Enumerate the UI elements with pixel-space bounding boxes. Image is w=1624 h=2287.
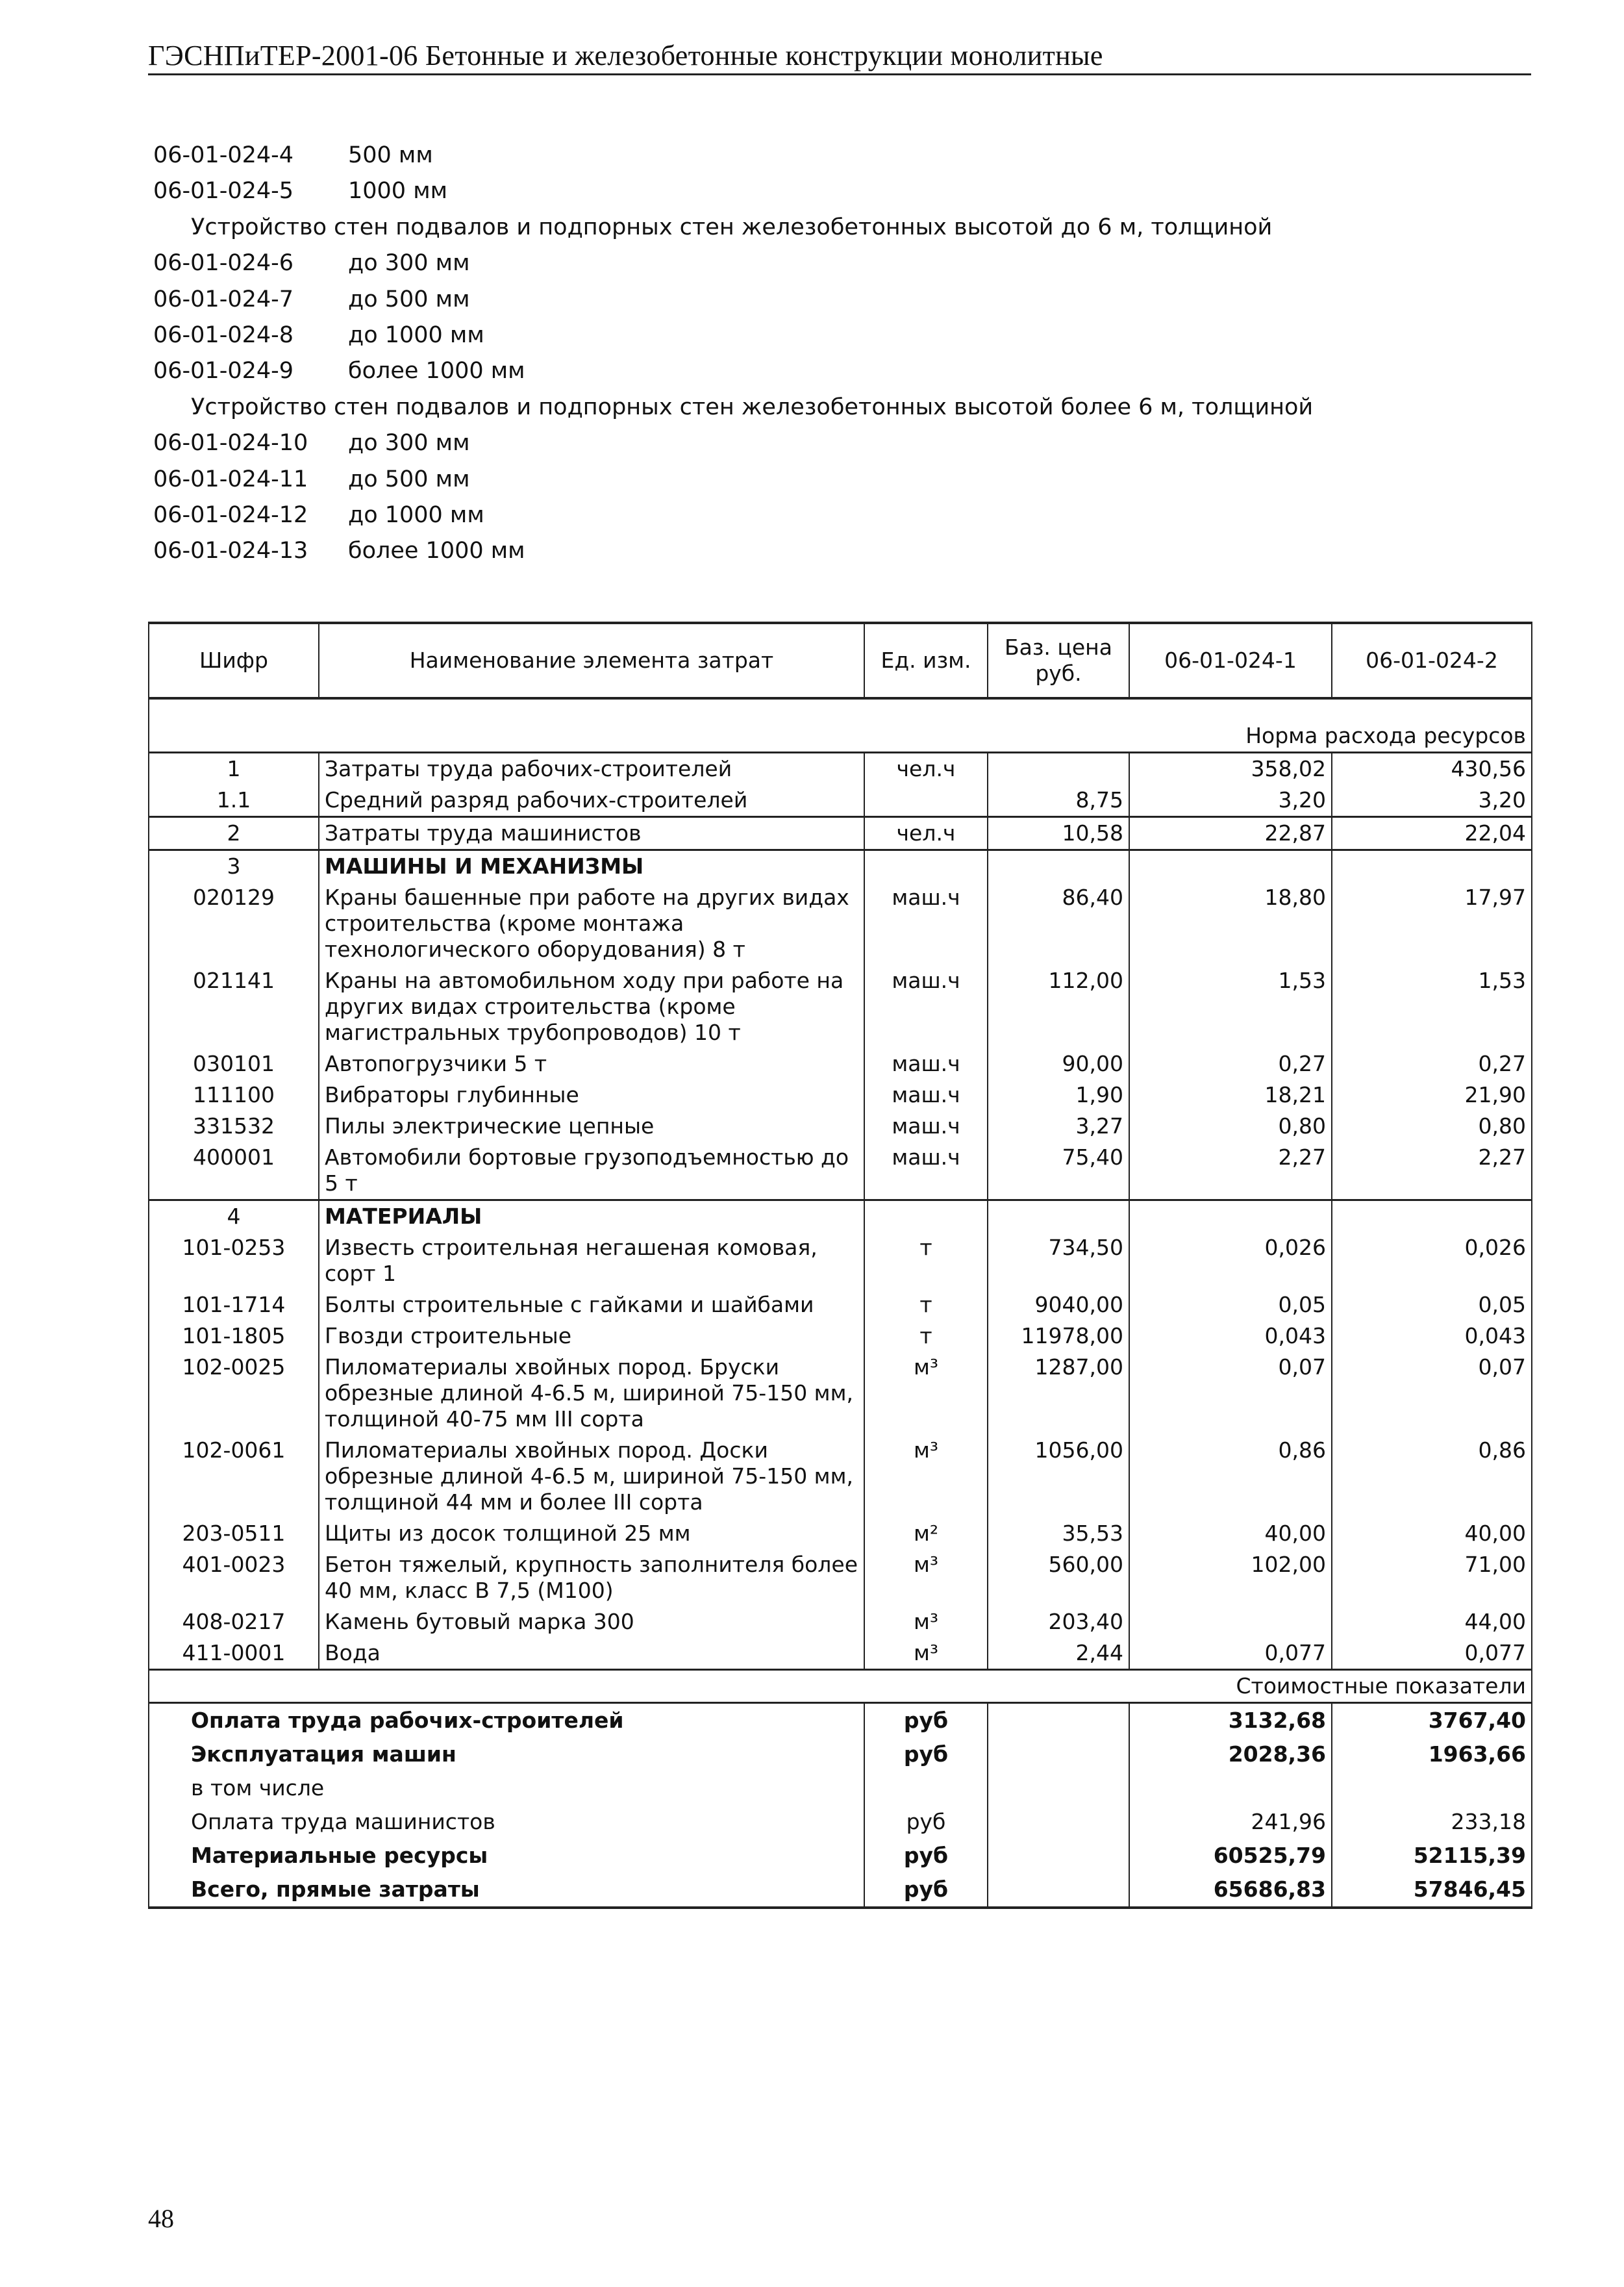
row-code: 102-0061 — [149, 1435, 319, 1518]
cost-price-empty — [988, 1873, 1129, 1908]
table-row — [149, 1637, 1532, 1670]
row-price: 90,00 — [988, 1048, 1129, 1080]
code-list-line — [153, 533, 1582, 569]
code-id: 06-01-024-8 — [153, 322, 294, 348]
table-row — [149, 1142, 1532, 1200]
row-value-2: 0,80 — [1332, 1111, 1532, 1142]
row-value-2: 40,00 — [1332, 1518, 1532, 1549]
table-row — [149, 1435, 1532, 1518]
code-thickness: 1000 мм — [348, 178, 448, 205]
row-value-2 — [1332, 1200, 1532, 1233]
row-unit: чел.ч — [864, 753, 988, 785]
code-list-line — [153, 318, 1582, 353]
row-value-1: 1,53 — [1129, 965, 1332, 1048]
table-header-row — [149, 623, 1532, 698]
cost-price-empty — [988, 1839, 1129, 1873]
cost-price-empty — [988, 1737, 1129, 1771]
row-value-2: 17,97 — [1332, 882, 1532, 965]
row-code: 331532 — [149, 1111, 319, 1142]
code-thickness: до 300 мм — [348, 250, 470, 277]
row-unit: маш.ч — [864, 882, 988, 965]
row-name: Известь строительная негашеная комовая, сорт 1 — [319, 1232, 864, 1289]
table-row — [149, 1606, 1532, 1637]
variant2-col-header: 06-01-024-2 — [1332, 623, 1532, 698]
row-value-1: 0,27 — [1129, 1048, 1332, 1080]
row-code: 3 — [149, 850, 319, 883]
row-code: 401-0023 — [149, 1549, 319, 1606]
row-name: Затраты труда машинистов — [319, 817, 864, 850]
row-code: 021141 — [149, 965, 319, 1048]
table-row — [149, 1080, 1532, 1111]
row-name: Вода — [319, 1637, 864, 1670]
row-value-2: 0,86 — [1332, 1435, 1532, 1518]
cost-name: Всего, прямые затраты — [149, 1873, 864, 1908]
row-name: МАШИНЫ И МЕХАНИЗМЫ — [319, 850, 864, 883]
row-value-2: 0,043 — [1332, 1320, 1532, 1352]
cost-row — [149, 1737, 1532, 1771]
row-value-2: 44,00 — [1332, 1606, 1532, 1637]
row-price: 75,40 — [988, 1142, 1129, 1200]
code-id: 06-01-024-7 — [153, 286, 294, 312]
row-name: Средний разряд рабочих-строителей — [319, 785, 864, 817]
row-unit: маш.ч — [864, 1048, 988, 1080]
row-name: Автомобили бортовые грузоподъемностью до 5 т — [319, 1142, 864, 1200]
cost-unit: руб — [864, 1839, 988, 1873]
row-unit: м³ — [864, 1637, 988, 1670]
code-list-line — [153, 390, 1582, 425]
code-group-heading: Устройство стен подвалов и подпорных стен железобетонных высотой до 6 м, толщиной — [191, 214, 1273, 240]
code-thickness: до 500 мм — [348, 466, 470, 492]
row-value-1: 22,87 — [1129, 817, 1332, 850]
cost-value-1: 241,96 — [1129, 1805, 1332, 1839]
cost-name: Оплата труда машинистов — [149, 1805, 864, 1839]
cost-value-1: 60525,79 — [1129, 1839, 1332, 1873]
table-row — [149, 1048, 1532, 1080]
row-unit: м³ — [864, 1606, 988, 1637]
row-value-2: 0,077 — [1332, 1637, 1532, 1670]
row-name: Пилы электрические цепные — [319, 1111, 864, 1142]
row-price: 3,27 — [988, 1111, 1129, 1142]
row-unit — [864, 850, 988, 883]
table-row — [149, 965, 1532, 1048]
code-thickness: до 1000 мм — [348, 322, 484, 348]
row-name: Болты строительные с гайками и шайбами — [319, 1289, 864, 1320]
row-value-2: 0,05 — [1332, 1289, 1532, 1320]
table-row — [149, 785, 1532, 817]
norm-label-row — [149, 698, 1532, 753]
row-price — [988, 753, 1129, 785]
cost-row — [149, 1839, 1532, 1873]
table-row — [149, 1320, 1532, 1352]
row-unit: м² — [864, 1518, 988, 1549]
cost-unit: руб — [864, 1873, 988, 1908]
table-row — [149, 1352, 1532, 1435]
code-list-line — [153, 138, 1582, 173]
row-value-1: 0,043 — [1129, 1320, 1332, 1352]
row-unit: маш.ч — [864, 1080, 988, 1111]
row-price: 1056,00 — [988, 1435, 1129, 1518]
row-price: 1,90 — [988, 1080, 1129, 1111]
row-name: Гвозди строительные — [319, 1320, 864, 1352]
row-name: Автопогрузчики 5 т — [319, 1048, 864, 1080]
row-price: 11978,00 — [988, 1320, 1129, 1352]
table-row — [149, 1549, 1532, 1606]
code-id: 06-01-024-4 — [153, 142, 294, 168]
cost-name: Эксплуатация машин — [149, 1737, 864, 1771]
cost-row — [149, 1771, 1532, 1805]
row-value-2: 0,27 — [1332, 1048, 1532, 1080]
row-price — [988, 1200, 1129, 1233]
row-unit: маш.ч — [864, 1111, 988, 1142]
row-value-1: 0,86 — [1129, 1435, 1332, 1518]
row-price: 10,58 — [988, 817, 1129, 850]
cost-name: Материальные ресурсы — [149, 1839, 864, 1873]
cost-row — [149, 1873, 1532, 1908]
row-unit — [864, 785, 988, 817]
cost-value-1: 65686,83 — [1129, 1873, 1332, 1908]
code-id: 06-01-024-6 — [153, 250, 294, 277]
row-value-2: 21,90 — [1332, 1080, 1532, 1111]
code-list-line — [153, 282, 1582, 318]
cost-price-empty — [988, 1703, 1129, 1738]
cost-value-2: 233,18 — [1332, 1805, 1532, 1839]
code-thickness: до 500 мм — [348, 286, 470, 312]
row-unit: м³ — [864, 1352, 988, 1435]
page-number: 48 — [148, 2204, 174, 2233]
table-row — [149, 1289, 1532, 1320]
code-list-line — [153, 462, 1582, 498]
code-list-line — [153, 246, 1582, 281]
row-code: 102-0025 — [149, 1352, 319, 1435]
cost-row — [149, 1703, 1532, 1738]
code-group-heading: Устройство стен подвалов и подпорных стен железобетонных высотой более 6 м, толщиной — [191, 394, 1314, 420]
row-value-2: 0,026 — [1332, 1232, 1532, 1289]
code-list-line — [153, 173, 1582, 209]
row-unit — [864, 1200, 988, 1233]
code-id: 06-01-024-5 — [153, 178, 294, 205]
row-price: 35,53 — [988, 1518, 1129, 1549]
row-unit: т — [864, 1289, 988, 1320]
code-list-line — [153, 353, 1582, 389]
cost-value-2: 52115,39 — [1332, 1839, 1532, 1873]
cost-price-empty — [988, 1805, 1129, 1839]
row-code: 400001 — [149, 1142, 319, 1200]
row-code: 030101 — [149, 1048, 319, 1080]
code-thickness: более 1000 мм — [348, 358, 525, 385]
row-value-1: 2,27 — [1129, 1142, 1332, 1200]
row-price: 1287,00 — [988, 1352, 1129, 1435]
running-header: ГЭСНПиТЕР-2001-06 Бетонные и железобетонные конструкции монолитные — [148, 40, 1103, 71]
cost-value-2: 3767,40 — [1332, 1703, 1532, 1738]
name-col-header: Наименование элемента затрат — [319, 623, 864, 698]
row-code: 203-0511 — [149, 1518, 319, 1549]
cost-value-1 — [1129, 1771, 1332, 1805]
row-code: 101-1805 — [149, 1320, 319, 1352]
row-name: Вибраторы глубинные — [319, 1080, 864, 1111]
code-col-header: Шифр — [149, 623, 319, 698]
row-value-1: 18,21 — [1129, 1080, 1332, 1111]
row-price: 112,00 — [988, 965, 1129, 1048]
row-name: Краны на автомобильном ходу при работе на других видах строительства (кроме магистральных трубопроводов) 10 т — [319, 965, 864, 1048]
row-code: 020129 — [149, 882, 319, 965]
row-unit: т — [864, 1232, 988, 1289]
row-code: 411-0001 — [149, 1637, 319, 1670]
row-name: Бетон тяжелый, крупность заполнителя более 40 мм, класс В 7,5 (М100) — [319, 1549, 864, 1606]
table-row — [149, 882, 1532, 965]
row-name: Краны башенные при работе на других видах строительства (кроме монтажа технологического оборудования) 8 т — [319, 882, 864, 965]
cost-name: Оплата труда рабочих-строителей — [149, 1703, 864, 1738]
row-price: 734,50 — [988, 1232, 1129, 1289]
cost-label-row — [149, 1670, 1532, 1703]
table-row — [149, 850, 1532, 883]
row-code: 4 — [149, 1200, 319, 1233]
cost-label: Стоимостные показатели — [149, 1670, 1532, 1703]
norm-table — [148, 622, 1532, 1909]
cost-unit: руб — [864, 1703, 988, 1738]
row-value-1 — [1129, 850, 1332, 883]
norm-label: Норма расхода ресурсов — [149, 698, 1532, 753]
code-list — [153, 138, 1582, 570]
row-value-1: 358,02 — [1129, 753, 1332, 785]
cost-value-1: 2028,36 — [1129, 1737, 1332, 1771]
cost-unit: руб — [864, 1737, 988, 1771]
row-price: 8,75 — [988, 785, 1129, 817]
row-value-2: 1,53 — [1332, 965, 1532, 1048]
row-price: 86,40 — [988, 882, 1129, 965]
row-name: Затраты труда рабочих-строителей — [319, 753, 864, 785]
row-value-1: 0,077 — [1129, 1637, 1332, 1670]
code-thickness: 500 мм — [348, 142, 433, 168]
row-name: Пиломатериалы хвойных пород. Доски обрезные длиной 4-6.5 м, шириной 75-150 мм, толщиной 44 мм и более III сорта — [319, 1435, 864, 1518]
cost-unit: руб — [864, 1805, 988, 1839]
price-col-header: Баз. цена руб. — [988, 623, 1129, 698]
code-id: 06-01-024-13 — [153, 538, 308, 564]
cost-unit — [864, 1771, 988, 1805]
row-value-1: 0,07 — [1129, 1352, 1332, 1435]
row-value-2: 22,04 — [1332, 817, 1532, 850]
row-value-1: 0,80 — [1129, 1111, 1332, 1142]
code-id: 06-01-024-10 — [153, 430, 308, 457]
row-code: 111100 — [149, 1080, 319, 1111]
row-value-1: 0,05 — [1129, 1289, 1332, 1320]
row-price: 9040,00 — [988, 1289, 1129, 1320]
row-code: 1 — [149, 753, 319, 785]
table-row — [149, 1200, 1532, 1233]
code-id: 06-01-024-11 — [153, 466, 308, 492]
code-list-line — [153, 210, 1582, 246]
row-code: 2 — [149, 817, 319, 850]
row-value-1 — [1129, 1200, 1332, 1233]
table-row — [149, 1232, 1532, 1289]
row-value-2 — [1332, 850, 1532, 883]
table-row — [149, 1518, 1532, 1549]
row-name: Пиломатериалы хвойных пород. Бруски обрезные длиной 4-6.5 м, шириной 75-150 мм, толщиной 40-75 мм III сорта — [319, 1352, 864, 1435]
row-code: 408-0217 — [149, 1606, 319, 1637]
cost-name: в том числе — [149, 1771, 864, 1805]
variant1-col-header: 06-01-024-1 — [1129, 623, 1332, 698]
code-thickness: более 1000 мм — [348, 538, 525, 564]
unit-col-header: Ед. изм. — [864, 623, 988, 698]
code-id: 06-01-024-12 — [153, 501, 308, 528]
row-price — [988, 850, 1129, 883]
code-thickness: до 1000 мм — [348, 501, 484, 528]
cost-price-empty — [988, 1771, 1129, 1805]
row-value-2: 0,07 — [1332, 1352, 1532, 1435]
row-price: 560,00 — [988, 1549, 1129, 1606]
row-value-1: 3,20 — [1129, 785, 1332, 817]
code-id: 06-01-024-9 — [153, 358, 294, 385]
row-name: Щиты из досок толщиной 25 мм — [319, 1518, 864, 1549]
row-value-1: 0,026 — [1129, 1232, 1332, 1289]
code-list-line — [153, 498, 1582, 533]
table-row — [149, 753, 1532, 785]
header-rule — [148, 73, 1531, 75]
row-price: 2,44 — [988, 1637, 1129, 1670]
row-value-2: 430,56 — [1332, 753, 1532, 785]
cost-value-2 — [1332, 1771, 1532, 1805]
row-name: Камень бутовый марка 300 — [319, 1606, 864, 1637]
row-name: МАТЕРИАЛЫ — [319, 1200, 864, 1233]
row-value-2: 2,27 — [1332, 1142, 1532, 1200]
row-value-2: 71,00 — [1332, 1549, 1532, 1606]
cost-value-1: 3132,68 — [1129, 1703, 1332, 1738]
row-value-2: 3,20 — [1332, 785, 1532, 817]
row-unit: чел.ч — [864, 817, 988, 850]
row-value-1: 18,80 — [1129, 882, 1332, 965]
row-value-1 — [1129, 1606, 1332, 1637]
cost-row — [149, 1805, 1532, 1839]
row-value-1: 40,00 — [1129, 1518, 1332, 1549]
row-code: 1.1 — [149, 785, 319, 817]
row-value-1: 102,00 — [1129, 1549, 1332, 1606]
row-unit: м³ — [864, 1549, 988, 1606]
row-unit: м³ — [864, 1435, 988, 1518]
table-row — [149, 817, 1532, 850]
row-unit: т — [864, 1320, 988, 1352]
row-unit: маш.ч — [864, 965, 988, 1048]
table-row — [149, 1111, 1532, 1142]
cost-value-2: 57846,45 — [1332, 1873, 1532, 1908]
row-code: 101-1714 — [149, 1289, 319, 1320]
row-code: 101-0253 — [149, 1232, 319, 1289]
cost-value-2: 1963,66 — [1332, 1737, 1532, 1771]
code-list-line — [153, 425, 1582, 461]
row-price: 203,40 — [988, 1606, 1129, 1637]
code-thickness: до 300 мм — [348, 430, 470, 457]
row-unit: маш.ч — [864, 1142, 988, 1200]
